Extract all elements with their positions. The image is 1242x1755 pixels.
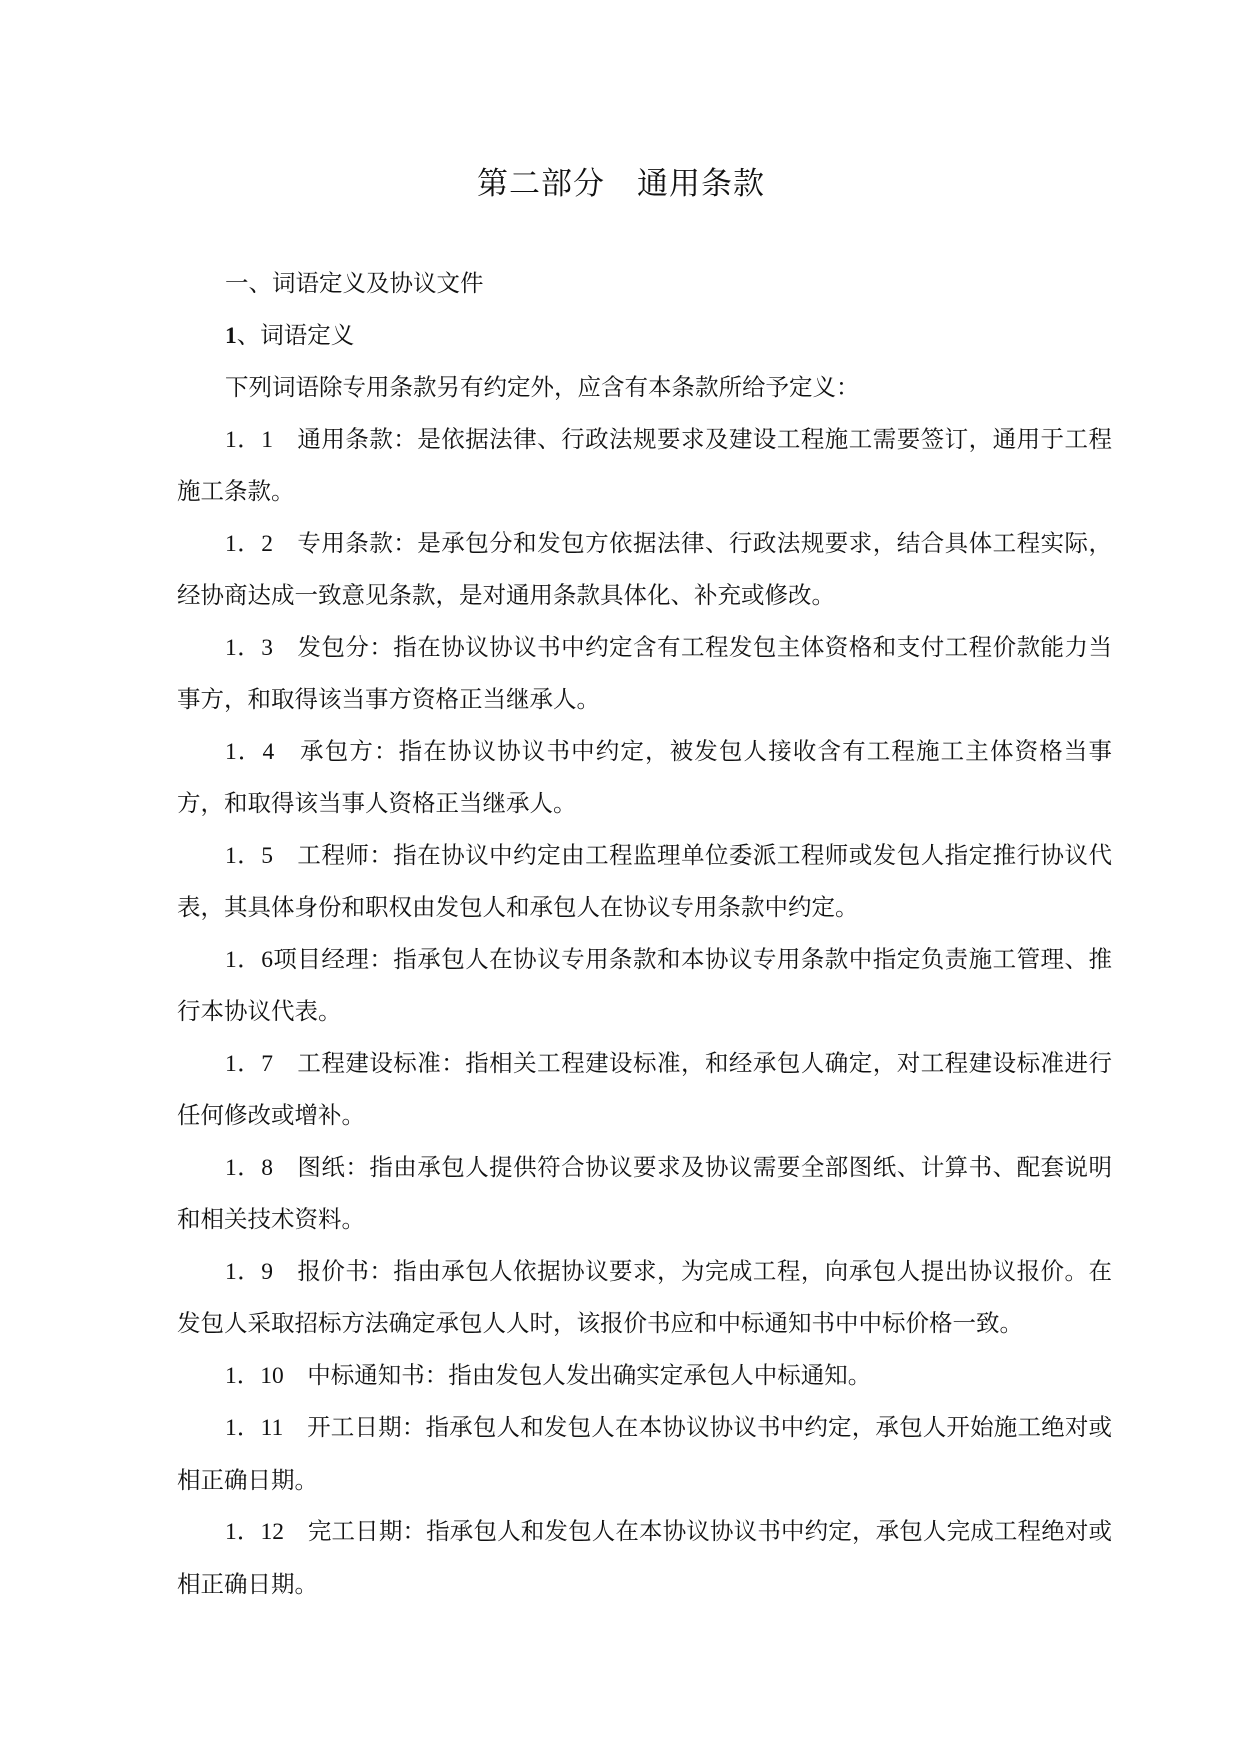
document-body — [177, 258, 1112, 1610]
clause-text: 图纸：指由承包人提供符合协议要求及协议需要全部图纸、计算书、配套说明和相关技术资料。 — [177, 1152, 1113, 1233]
clause-number: 1．1 — [225, 426, 273, 453]
subheading — [177, 310, 1112, 363]
clause-number: 1．10 — [225, 1362, 284, 1389]
clause-paragraph — [177, 830, 1112, 934]
clause-paragraph — [177, 1506, 1112, 1610]
clause-text: 工程建设标准：指相关工程建设标准，和经承包人确定，对工程建设标准进行任何修改或增补。 — [177, 1048, 1113, 1129]
clause-number: 1．3 — [225, 634, 273, 661]
clause-text: 报价书：指由承包人依据协议要求，为完成工程，向承包人提出协议报价。在发包人采取招标方法确定承包人人时，该报价书应和中标通知书中中标价格一致。 — [177, 1256, 1113, 1337]
clause-text: 完工日期：指承包人和发包人在本协议协议书中约定，承包人完成工程绝对或相正确日期。 — [177, 1517, 1113, 1598]
section-heading: 一、词语定义及协议文件 — [225, 269, 484, 297]
clause-paragraph — [177, 622, 1112, 726]
clause-number: 1．9 — [225, 1258, 273, 1285]
clause-number: 1．11 — [225, 1415, 284, 1441]
intro-paragraph: 下列词语除专用条款另有约定外，应含有本条款所给予定义： — [225, 373, 860, 401]
clause-text: 专用条款：是承包分和发包方依据法律、行政法规要求，结合具体工程实际，经协商达成一致意见条款，是对通用条款具体化、补充或修改。 — [177, 528, 1113, 609]
clause-text: 项目经理：指承包人在协议专用条款和本协议专用条款中指定负责施工管理、推行本协议代表。 — [177, 944, 1113, 1025]
clause-text: 发包分：指在协议协议书中约定含有工程发包主体资格和支付工程价款能力当事方，和取得该当事方资格正当继承人。 — [177, 632, 1113, 713]
clause-text: 工程师：指在协议中约定由工程监理单位委派工程师或发包人指定推行协议代表，其具体身份和职权由发包人和承包人在协议专用条款中约定。 — [177, 840, 1113, 921]
page-title: 第二部分 通用条款 — [477, 166, 765, 202]
clause-paragraph — [177, 1038, 1112, 1142]
clause-number: 1．2 — [225, 530, 273, 557]
clause-paragraph — [177, 1350, 1112, 1403]
clause-text: 开工日期：指承包人和发包人在本协议协议书中约定，承包人开始施工绝对或相正确日期。 — [177, 1413, 1113, 1494]
subheading-text: 、词语定义 — [236, 320, 355, 349]
clause-paragraph — [177, 726, 1112, 830]
clause-number: 1．4 — [225, 738, 275, 765]
clause-number: 1．8 — [225, 1154, 273, 1181]
clause-text: 通用条款：是依据法律、行政法规要求及建设工程施工需要签订，通用于工程施工条款。 — [177, 424, 1113, 505]
subheading-number: 1 — [225, 322, 237, 349]
clause-paragraph — [177, 1246, 1112, 1350]
clause-number: 1．12 — [225, 1519, 285, 1545]
clause-text: 承包方：指在协议协议书中约定，被发包人接收含有工程施工主体资格当事方，和取得该当事人资格正当继承人。 — [177, 736, 1113, 817]
clause-number: 1．6 — [225, 946, 273, 973]
clause-paragraph — [177, 934, 1112, 1038]
clause-paragraph — [177, 518, 1112, 622]
clause-number: 1．5 — [225, 842, 273, 869]
clause-number: 1．7 — [225, 1050, 273, 1077]
clause-paragraph — [177, 414, 1112, 518]
clause-text: 中标通知书：指由发包人发出确实定承包人中标通知。 — [283, 1360, 872, 1389]
clause-paragraph — [177, 1402, 1112, 1506]
clause-paragraph — [177, 1142, 1112, 1246]
